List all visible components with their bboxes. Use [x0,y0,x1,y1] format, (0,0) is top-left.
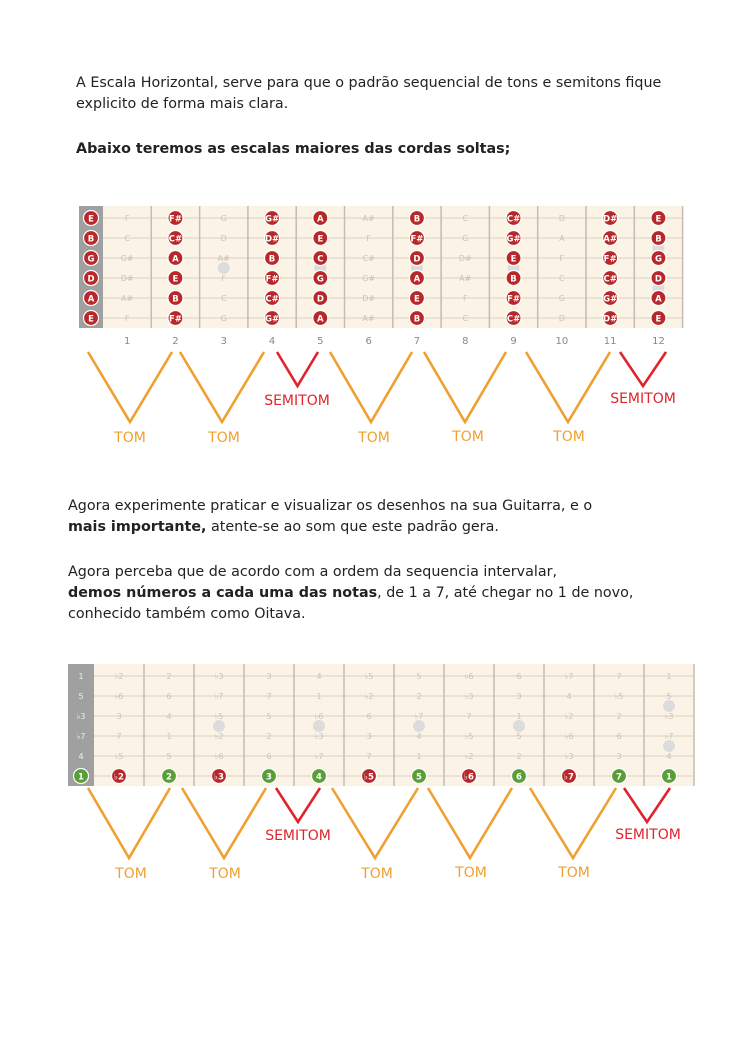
scale-note: D# [603,214,618,225]
ghost-note: ♭2 [214,732,224,741]
scale-degree: 4 [316,772,322,783]
ghost-note: ♭6 [464,672,474,681]
fret-number: 9 [510,336,517,347]
ghost-note: 4 [416,732,422,741]
fret-number: 3 [220,336,227,347]
scale-note: G# [506,234,521,245]
ghost-note: 7 [116,732,122,741]
ghost-note: 4 [316,672,322,681]
open-string-note: G [87,254,95,265]
scale-degree: 3 [266,772,272,783]
ghost-note: 3 [516,692,522,701]
fret-number: 12 [652,336,665,347]
open-root-note: 1 [78,772,84,783]
numbers-line-2 [68,583,633,604]
scale-note: C# [168,234,183,245]
ghost-note: ♭2 [464,752,474,761]
ghost-note: C# [362,254,375,263]
scale-note: F# [168,314,182,325]
practice-rest: atente-se ao som que este padrão gera. [206,519,499,535]
ghost-note: ♭5 [214,712,224,721]
scale-note: D# [264,234,280,245]
scale-note: D# [603,314,618,325]
ghost-note: G [558,294,565,303]
scale-note: C# [603,274,617,285]
scale-note: B [655,234,662,245]
tom-v [332,788,418,858]
scale-note: A [655,294,662,305]
semitom-v [620,352,666,386]
scale-degree: 2 [166,772,172,783]
ghost-note: ♭5 [464,732,474,741]
tom-v [180,352,264,422]
ghost-note: 3 [116,712,122,721]
practice-bold: mais importante, [68,519,207,535]
tom-v [428,788,512,858]
ghost-note: 2 [166,672,172,681]
tom-label: TOM [455,865,487,881]
tom-label: TOM [209,866,241,882]
semitom-label: SEMITOM [264,393,330,409]
ghost-note: G# [362,274,376,283]
open-string-note: A [87,294,95,305]
scale-note: E [655,314,662,325]
ghost-note: 5 [416,672,422,681]
ghost-note: ♭7 [564,672,574,681]
scale-note: B [268,254,276,265]
ghost-note: 5 [166,752,172,761]
ghost-note: 2 [416,692,422,701]
ghost-note: 6 [366,712,372,721]
tom-label: TOM [553,429,585,445]
scale-note: C# [506,314,521,325]
tom-v [424,352,506,422]
ghost-note: A# [362,314,375,323]
ghost-note: 6 [266,752,272,761]
tom-v [330,352,412,422]
fret-number: 10 [555,336,569,347]
tom-v [88,352,172,422]
ghost-note: ♭7 [414,712,424,721]
ghost-note: 6 [616,732,622,741]
ghost-note: 2 [266,732,272,741]
ghost-note: 7 [266,692,272,701]
ghost-note: ♭2 [114,672,124,681]
numbers-rest: , de 1 a 7, até chegar no 1 de novo, [377,585,634,601]
chromatic-degree: ♭5 [364,772,374,783]
scale-note: A [317,314,324,325]
fretboard-note-names [0,200,745,450]
ghost-note: D# [120,274,134,283]
inlay-dot [513,720,525,732]
ghost-note: A# [217,254,230,263]
ghost-note: ♭3 [214,672,224,681]
ghost-note: F [221,274,227,283]
ghost-note: ♭7 [314,752,324,761]
ghost-note: ♭5 [364,672,374,681]
intro-line-1: A Escala Horizontal, serve para que o padrão sequencial de tons e semitons fique [76,75,662,91]
ghost-note: C [220,294,227,303]
ghost-note: D# [362,294,376,303]
ghost-note: ♭2 [564,712,574,721]
ghost-note: ♭6 [214,752,224,761]
ghost-note: ♭3 [664,712,674,721]
scale-note: D [654,274,662,285]
tom-label: TOM [114,430,146,446]
ghost-note: 3 [266,672,272,681]
fret-number: 7 [413,336,421,347]
scale-degree: 6 [516,772,522,783]
tom-label: TOM [361,866,393,882]
fret-number: 11 [603,336,617,347]
tom-v [530,788,616,858]
semitom-label: SEMITOM [265,828,331,844]
tom-v [88,788,170,858]
ghost-note: ♭5 [114,752,124,761]
scale-degree: 7 [616,772,622,783]
inlay-dot [218,262,230,274]
inlay-dot [663,740,675,752]
ghost-note: G [220,214,227,223]
scale-note: E [655,214,662,225]
inlay-dot [663,700,675,712]
ghost-note: F [462,294,468,303]
ghost-note: ♭7 [214,692,224,701]
ghost-note: A [559,234,565,243]
ghost-note: ♭6 [564,732,574,741]
ghost-note: 7 [466,712,472,721]
fret-number: 5 [317,336,324,347]
ghost-note: A# [362,214,375,223]
scale-note: A [413,274,421,285]
scale-note: F# [410,234,424,245]
intro-heading: Abaixo teremos as escalas maiores das cordas soltas; [76,141,511,157]
ghost-note: C [462,314,469,323]
ghost-note: D [558,214,565,223]
tom-label: TOM [115,866,147,882]
fretboard-wood [68,664,694,786]
ghost-note: 3 [616,752,622,761]
ghost-note: D [558,314,565,323]
ghost-note: 1 [416,752,422,761]
open-string-note: E [88,214,94,225]
ghost-note: 5 [266,712,272,721]
scale-note: G# [264,214,280,225]
ghost-note: C [462,214,469,223]
inlay-dot [213,720,225,732]
ghost-note: ♭6 [114,692,124,701]
open-string-note: D [87,274,95,285]
chromatic-degree: ♭6 [464,772,474,783]
scale-note: E [172,274,179,285]
ghost-note: ♭3 [464,692,474,701]
chromatic-degree: ♭3 [214,772,224,783]
ghost-note: G# [120,254,134,263]
ghost-note: C [559,274,565,283]
ghost-note: D# [458,254,472,263]
practice-line-1: Agora experimente praticar e visualizar os desenhos na sua Guitarra, e o [68,498,593,514]
scale-note: G# [603,294,618,305]
scale-note: E [510,254,517,265]
chromatic-degree: ♭7 [564,772,574,783]
open-string-interval: ♭3 [76,712,86,721]
fret-number: 1 [123,336,131,347]
semitom-label: SEMITOM [610,391,676,407]
open-string-interval: 1 [78,672,84,681]
scale-note: G [316,274,324,285]
scale-note: D [316,294,324,305]
numbers-bold: demos números a cada uma das notas [68,585,378,601]
inlay-dot [313,720,325,732]
ghost-note: 1 [666,672,672,681]
scale-note: A# [603,234,618,245]
chromatic-degree: ♭2 [114,772,124,783]
ghost-note: 1 [316,692,322,701]
open-string-interval: 4 [78,752,84,761]
ghost-note: F [124,314,130,323]
ghost-note: 7 [616,672,622,681]
scale-note: E [414,294,420,305]
tom-label: TOM [208,430,240,446]
scale-note: B [172,294,179,305]
inlay-dot [413,720,425,732]
scale-note: A [172,254,179,265]
scale-note: F# [265,274,279,285]
fret-number: 4 [268,336,276,347]
scale-note: C# [506,214,521,225]
ghost-note: 5 [666,692,672,701]
ghost-note: 2 [616,712,622,721]
ghost-note: 2 [516,752,522,761]
open-string-note: E [88,314,94,325]
ghost-note: 1 [516,712,522,721]
ghost-note: 7 [366,752,372,761]
ghost-note: F [124,214,130,223]
semitom-v [624,788,670,822]
ghost-note: F [366,234,371,243]
scale-note: F# [603,254,617,265]
ghost-note: 4 [566,692,572,701]
scale-note: D [413,254,421,265]
ghost-note: ♭5 [614,692,624,701]
tom-label: TOM [358,430,390,446]
ghost-note: 6 [166,692,172,701]
ghost-note: 4 [166,712,172,721]
numbers-line-3: conhecido também como Oitava. [68,606,306,622]
open-string-interval: ♭7 [76,732,86,741]
intro-line-2: explicito de forma mais clara. [76,96,289,112]
semitom-v [277,352,318,386]
scale-note: E [317,234,324,245]
ghost-note: ♭7 [664,732,674,741]
ghost-note: F [559,254,565,263]
numbers-line-1: Agora perceba que de acordo com a ordem da sequencia intervalar, [68,564,558,580]
ghost-note: ♭3 [564,752,574,761]
tom-v [182,788,266,858]
tom-label: TOM [452,429,484,445]
scale-degree: 1 [666,772,672,783]
ghost-note: ♭3 [314,732,324,741]
ghost-note: 6 [516,672,522,681]
tom-label: TOM [558,865,590,881]
fretboard-interval-numbers [0,660,745,890]
open-string-note: B [87,234,95,245]
scale-degree: 5 [416,772,422,783]
ghost-note: A# [459,274,472,283]
scale-note: C# [265,294,279,305]
semitom-v [276,788,320,822]
fret-number: 2 [172,336,179,347]
ghost-note: C [124,234,130,243]
ghost-note: 1 [166,732,172,741]
scale-note: F# [168,214,182,225]
ghost-note: G [220,314,227,323]
ghost-note: G [462,234,469,243]
practice-line-2 [68,517,499,538]
open-string-interval: 5 [78,692,84,701]
ghost-note: ♭2 [364,692,374,701]
ghost-note: ♭6 [314,712,324,721]
ghost-note: 3 [366,732,372,741]
scale-note: B [413,314,421,325]
scale-note: G [654,254,662,265]
fretboard-nut [68,664,94,786]
fret-number: 8 [462,336,469,347]
fret-number: 6 [365,336,372,347]
scale-note: A [317,214,324,225]
scale-note: C [317,254,324,265]
scale-note: F# [507,294,521,305]
ghost-note: A# [121,294,134,303]
ghost-note: 4 [666,752,672,761]
ghost-note: 5 [516,732,522,741]
scale-note: G# [264,314,280,325]
scale-note: B [413,214,421,225]
semitom-label: SEMITOM [615,827,681,843]
scale-note: B [510,274,517,285]
ghost-note: D [220,234,227,243]
tom-v [526,352,610,422]
